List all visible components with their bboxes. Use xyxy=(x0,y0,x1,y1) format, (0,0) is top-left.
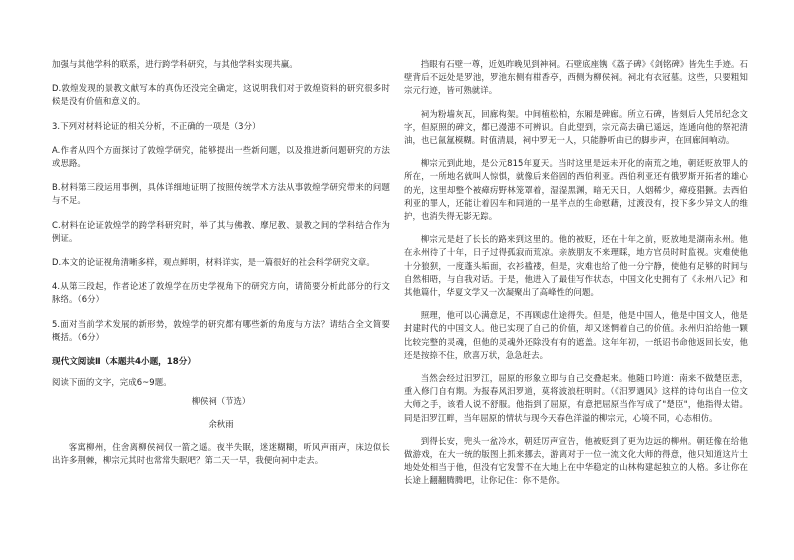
right-column xyxy=(404,58,748,498)
article-paragraph: 当然会经过汨罗江，屈原的形象立即与自己交叠起来。他随口吟道：南来不做楚臣悲，重入修门自有期。为报春风汨罗道，莫将波浪枉明时。（《汨罗遇风》这样的诗句出自一位文大师之手，该看人说不舒服。他指到了屈原，有意把屈原当作写成了"楚臣"，他指得太错。同是汨罗江畔，当年屈原的情状与现今天春色洋溢的柳宗元，心境不同，心态相仿。 xyxy=(404,373,748,423)
article-paragraph: 柳宗元到此地，是公元815年夏天。当时这里是远未开化的南荒之地，朝廷贬放罪人的所在，一所地名就叫人惊惧，就像后来俗固的西伯利亚。西伯利亚还有俄罗斯开拓者的雄心的光，这里却整个被瘴疠野林笼罩着，湿湿黑渊，暗无天日，人烟稀少，瘴疫猖獗。去西伯利亚的罪人，还能让着囚车和同道的一星半点的生命慰藉，过渡没有，投下多少异文人的维护，也消失得无影无踪。 xyxy=(404,158,748,222)
section-title: 现代文阅读Ⅱ（本题共4小题，18分） xyxy=(52,357,196,368)
option-c: C.材料在论证敦煌学的跨学科研究时，举了其与佛教、摩尼教、景教之间的学科结合作为例证。 xyxy=(52,219,390,243)
article-paragraph: 到得长安，兜头一盆冷水，朝廷厉声宣告，他被贬到了更为边远的柳州。朝廷像在给他做游戏，在大一统的版图上抓来挪去，游离对于一位一流文化大师的得意，他只知道这片土地处处相当于他，但没有它发誓不在大地上在中华稳定的山林构建起独立的人格。多让你在长途上翻翻腾腾吧，让你记住：你不是你。 xyxy=(404,435,748,486)
option-d: D.本文的论证视角清晰多样，观点鲜明，材料详实，是一篇很好的社会科学研究文章。 xyxy=(52,257,375,268)
option-b: B.材料第三段运用事例，具体详细地证明了按照传统学术方法从事敦煌学研究带来的问题与不足。 xyxy=(52,182,390,206)
author: 余秋雨 xyxy=(208,419,234,430)
article-paragraph: 客寓柳州，住舍离柳侯祠仅一箭之遥。夜半失眠，迷迷糊糊，听风声雨声，床边似长出许多荆棘，柳宗元其时也常常失眠吧？第二天一早，我便向祠中走去。 xyxy=(52,442,390,466)
article-paragraph: 柳宗元是赶了长长的路来到这里的。他的被贬，还在十年之前，贬放地是湖南永州。他在永州待了十年，日子过得孤寂而荒凉。亲族朋友不来理睬，地方官员时时监视。灾难使他十分狼狈，一度蓬头垢面，衣衫褴褛，但是，灾难也给了他一分宁静，使他有足够的时间与自然相晤，与自我对话。于是，他进入了最佳写作状态，中国文化史拥有了《永州八记》和其他篇什，华夏文学又一次凝聚出了高峰性的问题。 xyxy=(404,234,748,298)
left-column xyxy=(52,58,390,479)
option-a: A.作者从四个方面探讨了敦煌学研究，能够提出一些新问题，以及推进新问题研究的方法或思路。 xyxy=(52,144,390,169)
question-4: 4.从第三段起，作者论述了敦煌学在历史学视角下的研究方向，请简要分析此部分的行文脉络。（6分） xyxy=(52,281,390,305)
question-3: 3.下列对材料论证的相关分析，不正确的一项是（3分） xyxy=(52,120,261,131)
article-title: 柳侯祠（节选） xyxy=(191,396,251,407)
article-paragraph: 照理，他可以心满意足，不再顾虑仕途得失。但是，他是中国人，他是中国文人，他是封建时代的中国文人。他已实现了自己的价值，却又迷惘着自己的价值。永州归泊给他一颗比较完整的灵魂，但他的灵魂外还除没有有的遮盖。这年年初，一纸诏书命他返回长安，他还是按捺不住，欣喜万状，急急赶去。 xyxy=(404,310,748,360)
paragraph: D.敦煌发现的景教文献写本的真伪还没完全确定，这说明我们对于敦煌资料的研究很多时候是没有价值和意义的。 xyxy=(52,83,390,107)
paragraph: 加强与其他学科的联系，进行跨学科研究，与其他学科实现共赢。 xyxy=(52,59,298,69)
article-paragraph: 祠为粉墙灰瓦，回廊构架。中间植松柏，东厢是碑廊。所立石碑，皆刻后人凭吊纪念文字，但原照的碑文，都已漫漶不可辨识。自此望到，宗元高去确已遥远，连通向他的祭祀清油，也已氤氲模糊。时值清晨，祠中罗无一人，只能静听由已的脚步声，在回廊间响动。 xyxy=(404,108,748,146)
article-paragraph: 挡眼有石壁一尊，近処昨晚见到神祠。石壁底座镌《荔子碑》《剑铭碑》皆先生手迹。石壁背后不远处是罗池，罗池东侧有柑香亭，西侧为柳侯祠。祠北有衣冠墓。这些，只要粗知宗元行迹，皆可熟就详。 xyxy=(404,59,748,96)
instruction: 阅读下面的文字，完成6~9题。 xyxy=(52,377,172,388)
question-5: 5.面对当前学术发展的新形势，敦煌学的研究都有哪些新的角度与方法？请结合全文简要概括。（6分） xyxy=(52,318,390,342)
